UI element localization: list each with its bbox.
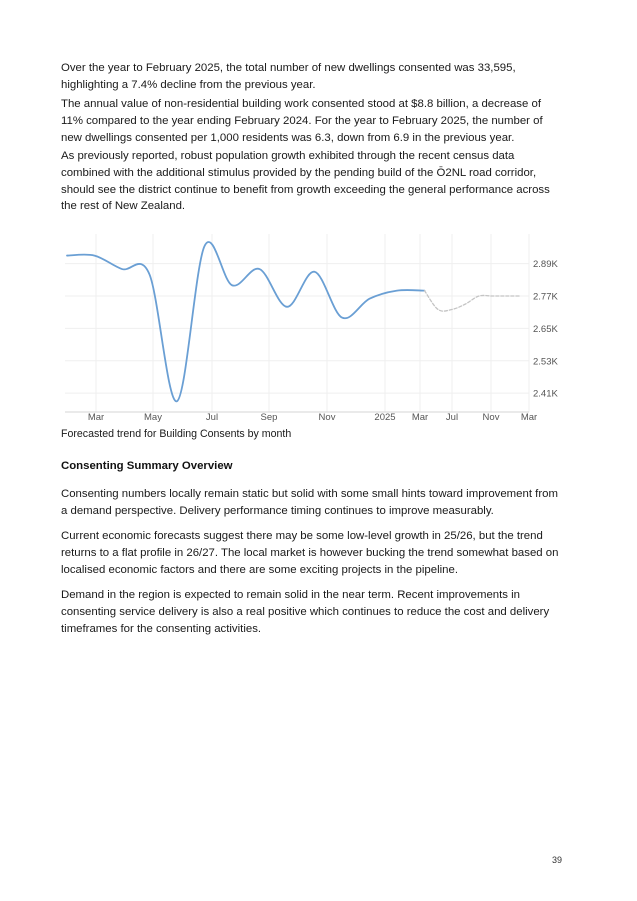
x-tick-label: 2025: [374, 412, 396, 423]
x-tick-label: Mar: [87, 412, 105, 423]
x-tick-label: Mar: [520, 412, 538, 423]
y-tick-label: 2.53K: [533, 356, 558, 368]
x-axis-labels: [88, 412, 537, 423]
x-tick-label: Sep: [260, 412, 278, 423]
y-tick-label: 2.89K: [533, 259, 558, 271]
chart-grid: [65, 234, 529, 412]
chart-caption: Forecasted trend for Building Consents by month: [61, 428, 292, 440]
x-tick-label: Jul: [205, 412, 219, 423]
actual-series-line: [67, 242, 425, 401]
x-tick-label: May: [144, 412, 162, 423]
x-tick-label: Mar: [411, 412, 429, 423]
paragraph-dwellings-consented: Over the year to February 2025, the total number of new dwellings consented was 33,595, highlighting a 7.4% decline from the previous year.: [61, 62, 516, 91]
paragraph-population-growth: As previously reported, robust population growth exhibited through the recent census data combined with the additional stimulus provided by the pending build of the Ō2NL road corridor, should see the district continue to benefit from growth exceeding the general performance across the rest of New Zealand.: [61, 150, 550, 213]
paragraph-regional-demand: Demand in the region is expected to remain solid in the near term. Recent improvements in consenting service delivery is also a real positive which continues to reduce the cost and delivery timeframes for the consenting activities.: [61, 589, 550, 635]
forecast-series-line: [425, 291, 520, 311]
x-tick-label: Jul: [445, 412, 459, 423]
y-tick-label: 2.41K: [533, 388, 558, 400]
building-consents-chart: [55, 228, 575, 428]
paragraph-non-residential-value: The annual value of non-residential building work consented stood at $8.8 billion, a decrease of 11% compared to the year ending February 2024. For the year to February 2025, the number of new dwellings consented per 1,000 residents was 6.3, down from 6.9 in the previous year.: [61, 98, 543, 144]
x-tick-label: Nov: [482, 412, 500, 423]
section-heading: Consenting Summary Overview: [61, 460, 233, 472]
y-tick-label: 2.77K: [533, 291, 558, 303]
page-number: 39: [552, 855, 563, 865]
y-axis-labels: [533, 259, 558, 399]
x-tick-label: Nov: [318, 412, 336, 423]
y-tick-label: 2.65K: [533, 323, 558, 335]
paragraph-consenting-numbers: Consenting numbers locally remain static but solid with some small hints toward improvement from a demand perspective. Delivery performance timing continues to improve measurably.: [61, 488, 558, 517]
paragraph-economic-forecasts: Current economic forecasts suggest there may be some low-level growth in 25/26, but the trend returns to a flat profile in 26/27. The local market is however bucking the trend somewhat based on localised economic factors and there are some exciting projects in the pipeline.: [61, 530, 559, 576]
